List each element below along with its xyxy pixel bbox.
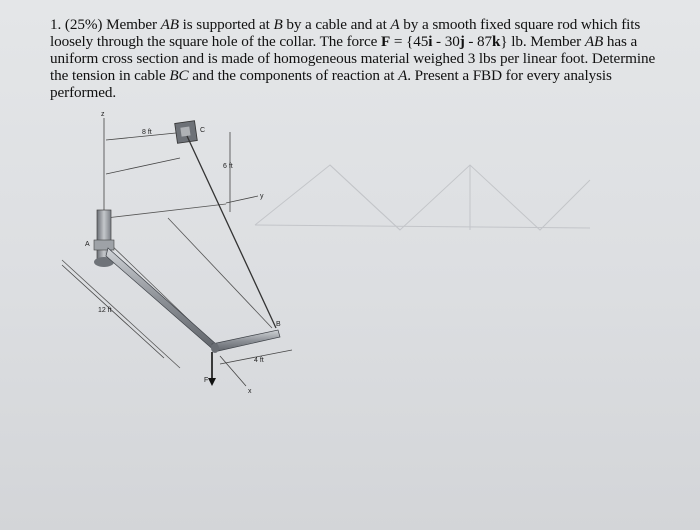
label-z: z xyxy=(101,111,105,118)
y-axis-line xyxy=(226,196,258,203)
force-symbol: F xyxy=(381,33,391,50)
label-b: B xyxy=(276,321,281,328)
structure-figure xyxy=(40,100,340,410)
text-segment: = {45 xyxy=(390,33,429,50)
x-axis-line xyxy=(220,356,246,386)
label-6ft: 6 ft xyxy=(223,163,233,170)
label-12ft: 12 ft xyxy=(98,307,112,314)
problem-weight: (25%) xyxy=(64,16,103,33)
label-f: F xyxy=(204,377,209,384)
point-a-ref: A xyxy=(390,16,400,33)
text-segment: by a cable and at xyxy=(282,16,391,33)
dimension-12ft-line xyxy=(62,265,164,358)
label-c: C xyxy=(200,127,206,134)
collar-a xyxy=(94,240,114,250)
elbow-joint xyxy=(211,343,219,353)
unit-vector-k: k xyxy=(492,33,501,50)
wall-edge-line xyxy=(106,158,180,174)
text-segment: by a smooth fixed square rod which fits loosely through the square hole of the collar. The force xyxy=(50,16,641,50)
label-8ft: 8 ft xyxy=(142,129,152,136)
member-ab-short xyxy=(212,330,280,352)
problem-statement xyxy=(50,16,660,101)
member-ab-ref: AB xyxy=(160,16,179,33)
text-segment: } lb. Member xyxy=(500,33,585,50)
point-a-ref: A xyxy=(398,67,408,84)
bracket-c-face xyxy=(180,126,190,136)
force-f-arrowhead xyxy=(208,378,216,386)
text-segment: - 87 xyxy=(464,33,493,50)
point-b-ref: B xyxy=(273,16,283,33)
text-segment: - 30 xyxy=(432,33,460,50)
label-4ft: 4 ft xyxy=(254,357,264,364)
cable-bc-ref: BC xyxy=(169,67,189,84)
member-ab-ref: AB xyxy=(584,33,604,50)
unit-vector-j: j xyxy=(459,33,465,50)
text-segment: has a uniform cross section and is made of homogeneous material weighed 3 lbs per linear foot. Determine the tension in cable xyxy=(50,33,656,84)
text-segment: is supported at xyxy=(178,16,274,33)
problem-number: 1. xyxy=(50,16,62,33)
text-segment: and the components of reaction at xyxy=(188,67,399,84)
text-segment: . Present a FBD for every analysis performed. xyxy=(50,67,612,101)
member-ab-long xyxy=(106,248,216,352)
label-a: A xyxy=(85,241,90,248)
unit-vector-i: i xyxy=(428,33,433,50)
label-x: x xyxy=(248,388,252,395)
label-y: y xyxy=(260,193,264,200)
text-segment: Member xyxy=(102,16,161,33)
